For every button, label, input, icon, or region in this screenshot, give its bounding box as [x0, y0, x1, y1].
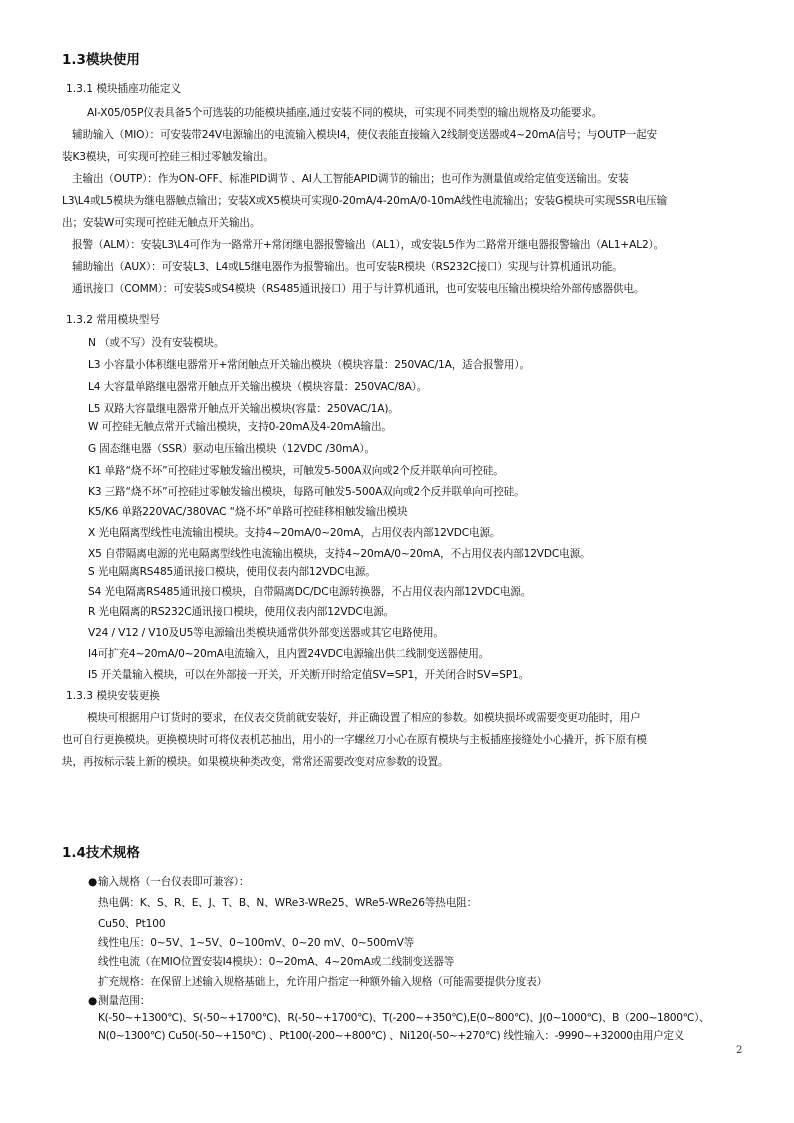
- paragraph-line: 块，再按标示装上新的模块。如果模块种类改变，常常还需要改变对应参数的设置。: [62, 756, 449, 768]
- spec-line: 线性电流（在MIO位置安装I4模块）：0~20mA、4~20mA或二线制变送器等: [98, 956, 455, 968]
- bullet-icon: ●: [88, 995, 98, 1007]
- spec-line: 扩充规格：在保留上述输入规格基础上，允许用户指定一种额外输入规格（可能需要提供分度表）: [98, 976, 548, 988]
- range-line: N(0~1300℃) Cu50(-50~+150℃) 、Pt100(-200~+800℃) 、Ni120(-50~+270℃) 线性输入：-9990~+32000由用户定义: [98, 1030, 684, 1042]
- module-line: K5/K6 单路220VAC/380VAC “烧不坏”单路可控硅移相触发输出模块: [88, 506, 408, 518]
- module-line: N （或不写）没有安装模块。: [88, 337, 225, 349]
- bullet-icon: ●: [88, 876, 98, 888]
- module-line: L3 小容量小体积继电器常开+常闭触点开关输出模块（模块容量：250VAC/1A，适合报警用）。: [88, 359, 530, 371]
- module-line: S4 光电隔离RS485通讯接口模块，自带隔离DC/DC电源转换器，不占用仪表内部12VDC电源。: [88, 586, 532, 598]
- subsection-heading-1-3-3: 1.3.3 模块安装更换: [66, 690, 160, 702]
- subsection-heading-1-3-1: 1.3.1 模块插座功能定义: [66, 83, 182, 95]
- module-line: K1 单路“烧不坏”可控硅过零触发输出模块，可触发5-500A双向或2个反并联单向可控硅。: [88, 465, 504, 477]
- module-line: L5 双路大容量继电器常开触点开关输出模块(容量：250VAC/1A)。: [88, 403, 399, 415]
- measure-range-heading: 测量范围：: [98, 995, 151, 1007]
- bullet-input-specs: [88, 875, 249, 889]
- module-line: W 可控硅无触点常开式输出模块，支持0-20mA及4-20mA输出。: [88, 421, 392, 433]
- paragraph-line: 出；安装W可实现可控硅无触点开关输出。: [62, 217, 261, 229]
- module-line: X 光电隔离型线性电流输出模块。支持4~20mA/0~20mA，占用仪表内部12VDC电源。: [88, 527, 501, 539]
- module-line: G 固态继电器（SSR）驱动电压输出模块（12VDC /30mA）。: [88, 443, 375, 455]
- paragraph-line: AI-X05/05P仪表具备5个可选装的功能模块插座,通过安装不同的模块，可实现不同类型的输出规格及功能要求。: [87, 107, 603, 119]
- module-line: R 光电隔离的RS232C通讯接口模块，使用仪表内部12VDC电源。: [88, 606, 395, 618]
- paragraph-line: 辅助输入（MIO）：可安装带24V电源输出的电流输入模块I4，使仪表能直接输入2线制变送器或4~20mA信号；与OUTP一起安: [72, 129, 657, 141]
- spec-line: 热电偶：K、S、R、E、J、T、B、N、WRe3-WRe25、WRe5-WRe26等热电阻：: [98, 897, 478, 909]
- module-line: L4 大容量单路继电器常开触点开关输出模块（模块容量：250VAC/8A）。: [88, 381, 428, 393]
- spec-line: Cu50、Pt100: [98, 918, 166, 930]
- module-line: S 光电隔离RS485通讯接口模块，使用仪表内部12VDC电源。: [88, 566, 376, 578]
- module-line: K3 三路“烧不坏”可控硅过零触发输出模块，每路可触发5-500A双向或2个反并联单向可控硅。: [88, 486, 525, 498]
- input-specs-heading: 输入规格（一台仪表即可兼容）：: [98, 876, 250, 888]
- range-line: K(-50~+1300℃)、S(-50~+1700℃)、R(-50~+1700℃)、T(-200~+350℃),E(0~800℃)、J(0~1000℃)、B（200~1800℃）、: [98, 1012, 710, 1024]
- module-line: I4可扩充4~20mA/0~20mA电流输入，且内置24VDC电源输出供二线制变送器使用。: [88, 648, 490, 660]
- module-line: X5 自带隔离电源的光电隔离型线性电流输出模块，支持4~20mA/0~20mA，不占用仪表内部12VDC电源。: [88, 548, 591, 560]
- paragraph-line: 通讯接口（COMM）：可安装S或S4模块（RS485通讯接口）用于与计算机通讯，也可安装电压输出模块给外部传感器供电。: [72, 283, 645, 295]
- paragraph-line: 报警（ALM）：安装L3\L4可作为一路常开+常闭继电器报警输出（AL1），或安装L5作为二路常开继电器报警输出（AL1+AL2）。: [72, 239, 665, 251]
- section-title-1-4: 1.4技术规格: [62, 845, 140, 861]
- bullet-measure-range: [88, 994, 150, 1008]
- module-line: I5 开关量输入模块，可以在外部接一开关，开关断开时给定值SV=SP1，开关闭合时SV=SP1。: [88, 669, 530, 681]
- section-title-1-3: 1.3模块使用: [62, 52, 140, 68]
- module-line: V24 / V12 / V10及U5等电源输出类模块通常供外部变送器或其它电路使用。: [88, 627, 444, 639]
- paragraph-line: 主输出（OUTP）：作为ON-OFF、标准PID调节 、AI人工智能APID调节的输出；也可作为测量值或给定值变送输出。安装: [72, 173, 629, 185]
- page-number: 2: [736, 1045, 743, 1056]
- subsection-heading-1-3-2: 1.3.2 常用模块型号: [66, 314, 160, 326]
- paragraph-line: 装K3模块，可实现可控硅三相过零触发输出。: [62, 151, 274, 163]
- paragraph-line: 模块可根据用户订货时的要求，在仪表交货前就安装好，并正确设置了相应的参数。如模块损坏或需要变更功能时，用户: [87, 712, 641, 724]
- paragraph-line: L3\L4或L5模块为继电器触点输出；安装X或X5模块可实现0-20mA/4-20mA/0-10mA线性电流输出；安装G模块可实现SSR电压输: [62, 195, 668, 207]
- paragraph-line: 也可自行更换模块。更换模块时可将仪表机芯抽出，用小的一字螺丝刀小心在原有模块与主板插座接缝处小心撬开，拆下原有模: [62, 734, 647, 746]
- spec-line: 线性电压：0~5V、1~5V、0~100mV、0~20 mV、0~500mV等: [98, 937, 415, 949]
- paragraph-line: 辅助输出（AUX）：可安装L3、L4或L5继电器作为报警输出。也可安装R模块（RS232C接口）实现与计算机通讯功能。: [72, 261, 623, 273]
